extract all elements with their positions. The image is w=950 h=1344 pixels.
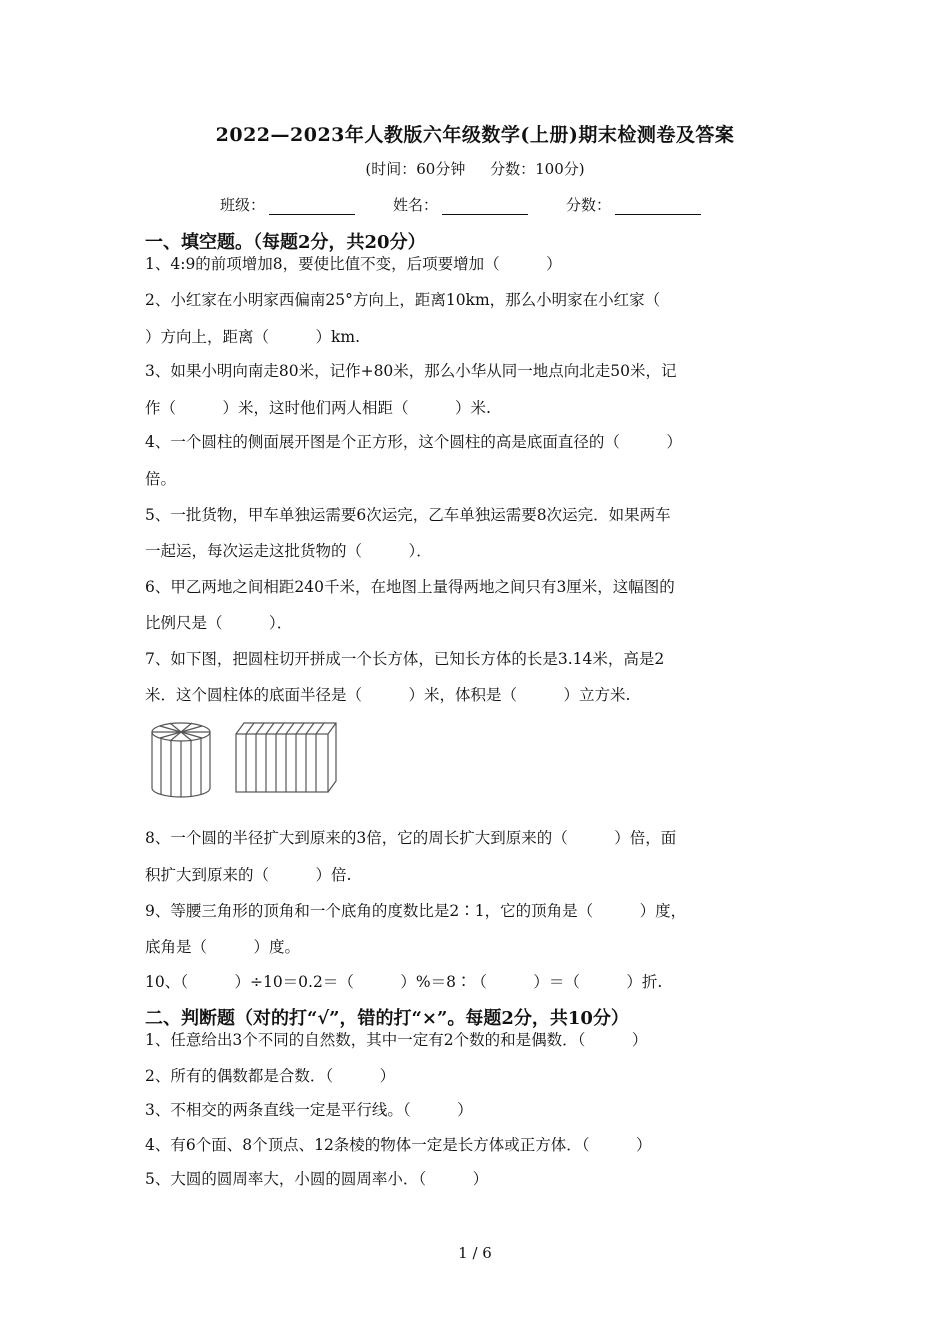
question-line: 8、一个圆的半径扩大到原来的3倍，它的周长扩大到原来的（ ）倍，面 — [145, 829, 677, 847]
name-blank[interactable] — [442, 198, 528, 215]
question-line: 4、有6个面、8个顶点、12条棱的物体一定是长方体或正方体．（ ） — [145, 1136, 652, 1154]
question-line: 7、如下图，把圆柱切开拼成一个长方体，已知长方体的长是3.14米，高是2 — [145, 650, 665, 668]
score-field — [566, 194, 701, 215]
score-blank[interactable] — [615, 198, 701, 215]
question-line: 6、甲乙两地之间相距240千米，在地图上量得两地之间只有3厘米，这幅图的 — [145, 578, 675, 596]
exam-meta — [0, 158, 950, 179]
question-line: 4、一个圆柱的侧面展开图是个正方形，这个圆柱的高是底面直径的（ ） — [145, 433, 682, 451]
question-line: 3、不相交的两条直线一定是平行线。（ ） — [145, 1101, 473, 1119]
question-line: 倍。 — [145, 470, 177, 488]
question-line: 1、4:9的前项增加8，要使比值不变，后项要增加（ ） — [145, 255, 562, 273]
question-line: 9、等腰三角形的顶角和一个底角的度数比是2∶1，它的顶角是（ ）度， — [145, 902, 687, 920]
class-blank[interactable] — [269, 198, 355, 215]
question-line: 2、所有的偶数都是合数．（ ） — [145, 1067, 396, 1085]
cylinder-cuboid-figure — [148, 718, 348, 808]
time-limit: (时间：60分钟 — [365, 160, 466, 178]
question-line: 2、小红家在小明家西偏南25°方向上，距离10km，那么小明家在小红家（ — [145, 291, 661, 309]
class-field — [220, 194, 355, 215]
name-field — [393, 194, 528, 215]
question-line: 5、大圆的圆周率大，小圆的圆周率小．（ ） — [145, 1170, 489, 1188]
question-line: 一起运，每次运走这批货物的（ ）． — [145, 542, 432, 560]
question-line: 底角是（ ）度。 — [145, 938, 301, 956]
section-true-false-title: 二、判断题（对的打“√”，错的打“×”。每题2分，共10分） — [145, 1008, 629, 1029]
question-line: 积扩大到原来的（ ）倍. — [145, 866, 352, 884]
question-line: 10、（ ）÷10＝0.2＝（ ）%＝8∶（ ）＝（ ）折. — [145, 973, 663, 991]
question-line: 1、任意给出3个不同的自然数，其中一定有2个数的和是偶数．（ ） — [145, 1031, 648, 1049]
total-score: 分数：100分) — [490, 160, 585, 178]
section-fill-blank-title: 一、填空题。（每题2分，共20分） — [145, 232, 426, 253]
class-label: 班级： — [220, 196, 266, 214]
page-title: 2022—2023年人教版六年级数学(上册)期末检测卷及答案 — [215, 124, 735, 146]
name-label: 姓名： — [393, 196, 439, 214]
cylinder-drawing — [152, 723, 210, 797]
page-number: 1 / 6 — [458, 1244, 492, 1262]
student-info — [220, 194, 739, 215]
question-line: 5、一批货物，甲车单独运需要6次运完，乙车单独运需要8次运完．如果两车 — [145, 506, 671, 524]
question-line: 米．这个圆柱体的底面半径是（ ）米，体积是（ ）立方米. — [145, 686, 631, 704]
question-line: 作（ ）米，这时他们两人相距（ ）米. — [145, 399, 491, 417]
score-label: 分数： — [566, 196, 612, 214]
question-line: 比例尺是（ ）． — [145, 614, 293, 632]
question-line: 3、如果小明向南走80米，记作+80米，那么小华从同一地点向北走50米，记 — [145, 362, 677, 380]
question-line: ）方向上，距离（ ）km. — [145, 328, 361, 346]
cuboid-drawing — [236, 723, 336, 792]
